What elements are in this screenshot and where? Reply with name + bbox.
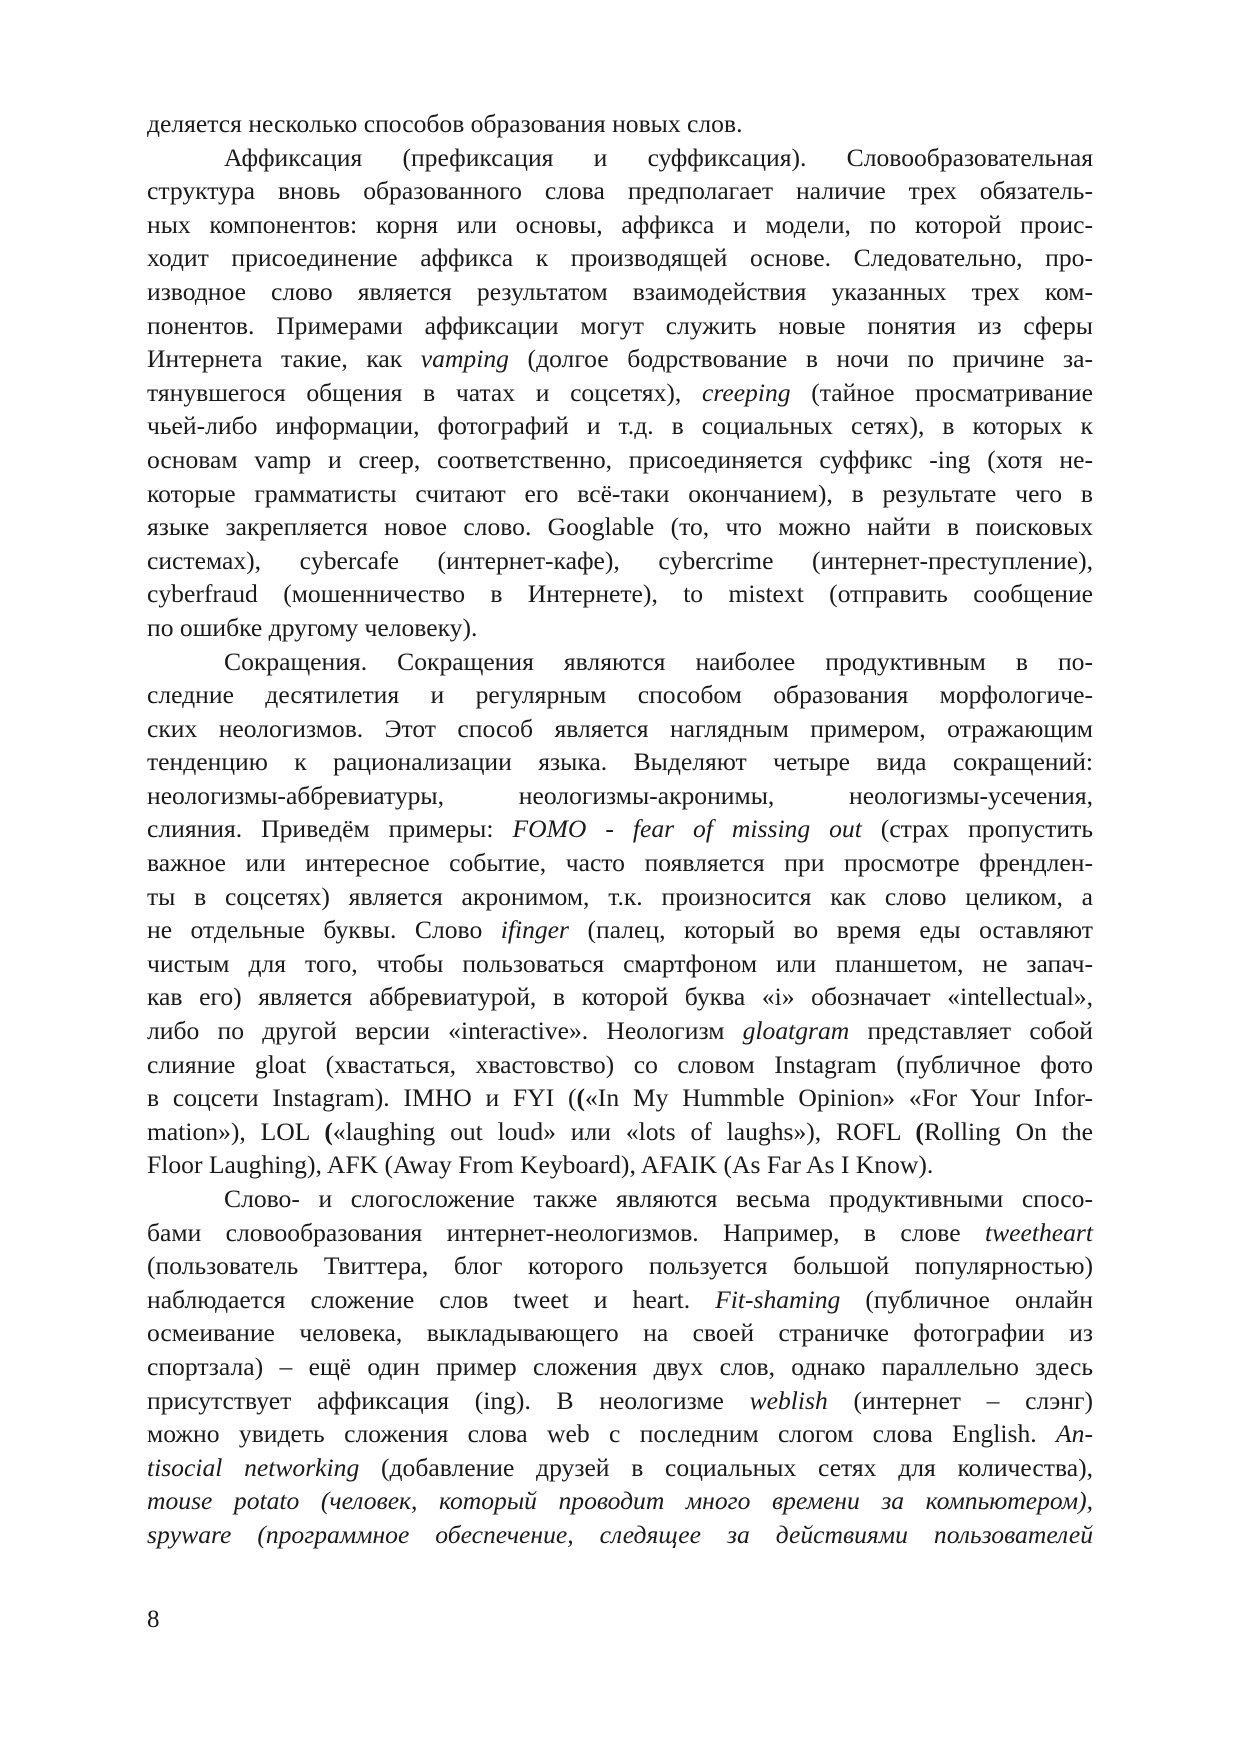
text-line	[147, 107, 1093, 141]
text-line	[147, 812, 1093, 846]
text-segment: Аффиксация (префиксация и суффиксация). Словообразовательная	[224, 142, 1093, 172]
text-segment: mation»), LOL	[147, 1116, 325, 1146]
text-line	[147, 208, 1093, 242]
text-line	[147, 745, 1093, 779]
text-line	[147, 1451, 1093, 1485]
text-line	[147, 1350, 1093, 1384]
text-segment: Floor Laughing), AFK (Away From Keyboard), AFAIK (As Far As I Know).	[147, 1150, 934, 1180]
text-segment: по ошибке другому человеку).	[147, 612, 478, 642]
text-segment: кав его) является аббревиатурой, в которой буква «i» обозначает «intellectual»,	[147, 982, 1093, 1012]
text-line	[147, 846, 1093, 880]
text-line	[147, 174, 1093, 208]
italic-term: Fit-shaming	[715, 1284, 841, 1314]
text-segment: осмеивание человека, выкладывающего на своей страничке фотографии из	[147, 1318, 1093, 1348]
text-segment: Сокращения. Сокращения являются наиболее продуктивным в по-	[224, 646, 1093, 676]
text-segment: бами словообразования интернет-неологизмов. Например, в слове	[147, 1217, 985, 1247]
text-line	[147, 577, 1093, 611]
text-line	[147, 1014, 1093, 1048]
text-segment: структура вновь образованного слова предполагает наличие трех обязатель-	[147, 176, 1093, 206]
text-segment: «In My Hummble Opinion» «For Your Infor-	[585, 1083, 1093, 1113]
text-segment: «laughing out loud» или «lots of laughs»), ROFL	[332, 1116, 916, 1146]
italic-term: spyware (программное обеспечение, следящее за действиями пользователей	[147, 1519, 1093, 1549]
text-segment: которые грамматисты считают его всё-таки окончанием), в результате чего в	[147, 478, 1093, 508]
text-segment: неологизмы-аббревиатуры, неологизмы-акронимы, неологизмы-усечения,	[147, 780, 1093, 810]
text-line	[147, 510, 1093, 544]
text-segment: Интернета такие, как	[147, 344, 421, 374]
italic-term: An-	[1056, 1419, 1093, 1449]
italic-term: creeping	[701, 377, 791, 407]
text-line	[147, 1384, 1093, 1418]
text-segment: Rolling On the	[923, 1116, 1094, 1146]
italic-term: tweetheart	[984, 1217, 1093, 1247]
text-line	[147, 544, 1093, 578]
text-segment: слияния. Приведём примеры:	[147, 814, 513, 844]
text-segment: (пользователь Твиттера, блог которого пользуется большой популярностью)	[147, 1251, 1093, 1281]
text-segment: (интернет – слэнг)	[827, 1385, 1093, 1415]
text-line	[147, 947, 1093, 981]
text-line	[147, 141, 1093, 175]
italic-term: weblish	[749, 1385, 828, 1415]
text-segment: (	[576, 1083, 585, 1113]
text-line	[147, 880, 1093, 914]
text-segment: либо по другой версии «interactive». Неологизм	[147, 1016, 743, 1046]
italic-term: tisocial networking	[147, 1452, 360, 1482]
text-segment: понентов. Примерами аффиксации могут служить новые понятия из сферы	[147, 310, 1093, 340]
text-line	[147, 980, 1093, 1014]
text-line	[147, 477, 1093, 511]
text-segment: можно увидеть сложения слова web с последним слогом слова English.	[147, 1419, 1057, 1449]
text-line	[147, 1417, 1093, 1451]
text-segment: (	[915, 1116, 924, 1146]
text-segment: спортзала) – ещё один пример сложения двух слов, однако параллельно здесь	[147, 1351, 1093, 1381]
text-segment: ходит присоединение аффикса к производящей основе. Следовательно, про-	[147, 243, 1093, 273]
text-segment: (долгое бодрствование в ночи по причине за-	[508, 344, 1093, 374]
text-segment: в соцсети Instagram). IMHO и FYI (	[147, 1083, 577, 1113]
italic-term: vamping	[420, 344, 509, 374]
text-line	[147, 779, 1093, 813]
text-line	[147, 1148, 1093, 1182]
text-segment: чистым для того, чтобы пользоваться смартфоном или планшетом, не запач-	[147, 948, 1093, 978]
text-segment: присутствует аффиксация (ing). В неологизме	[147, 1385, 750, 1415]
page-number: 8	[147, 1606, 160, 1633]
text-segment: ты в соцсетях) является акронимом, т.к. произносится как слово целиком, а	[147, 881, 1093, 911]
text-line	[147, 342, 1093, 376]
text-line	[147, 409, 1093, 443]
body-text	[147, 107, 1093, 1552]
text-segment: системах), cybercafe (интернет-кафе), cybercrime (интернет-преступление),	[147, 545, 1093, 575]
italic-term: ifinger	[500, 915, 569, 945]
text-line	[147, 645, 1093, 679]
text-segment: чьей-либо информации, фотографий и т.д. в социальных сетях), в которых к	[147, 411, 1093, 441]
text-line	[147, 376, 1093, 410]
text-segment: языке закрепляется новое слово. Googlable (то, что можно найти в поисковых	[147, 512, 1093, 542]
text-line	[147, 1249, 1093, 1283]
text-line	[147, 1048, 1093, 1082]
text-segment: представляет собой	[849, 1016, 1093, 1046]
text-line	[147, 1182, 1093, 1216]
text-line	[147, 443, 1093, 477]
text-line	[147, 1518, 1093, 1552]
text-line	[147, 913, 1093, 947]
text-segment: слияние gloat (хвастаться, хвастовство) со словом Instagram (публичное фото	[147, 1049, 1093, 1079]
text-segment: (страх пропустить	[861, 814, 1093, 844]
italic-term: gloatgram	[742, 1016, 850, 1046]
text-segment: основам vamp и creep, соответственно, присоединяется суффикс -ing (хотя не-	[147, 444, 1093, 474]
text-line	[147, 678, 1093, 712]
text-segment: ных компонентов: корня или основы, аффикса и модели, по которой проис-	[147, 209, 1093, 239]
text-line	[147, 712, 1093, 746]
text-line	[147, 241, 1093, 275]
text-segment: не отдельные буквы. Слово	[147, 915, 501, 945]
text-segment: (палец, который во время еды оставляют	[568, 915, 1093, 945]
text-line	[147, 1216, 1093, 1250]
text-line	[147, 611, 1093, 645]
text-line	[147, 1283, 1093, 1317]
text-segment: ских неологизмов. Этот способ является наглядным примером, отражающим	[147, 713, 1093, 743]
italic-term: FOMO - fear of missing out	[512, 814, 862, 844]
text-line	[147, 1484, 1093, 1518]
text-segment: следние десятилетия и регулярным способом образования морфологиче-	[147, 680, 1093, 710]
text-line	[147, 1115, 1093, 1149]
text-segment: изводное слово является результатом взаимодействия указанных трех ком-	[147, 276, 1093, 306]
text-segment: деляется несколько способов образования новых слов.	[147, 109, 743, 138]
text-line	[147, 1081, 1093, 1115]
text-line	[147, 1316, 1093, 1350]
text-segment: важное или интересное событие, часто появляется при просмотре френдлен-	[147, 848, 1093, 878]
text-line	[147, 309, 1093, 343]
text-segment: (тайное просматривание	[790, 377, 1093, 407]
text-segment: Слово- и слогосложение также являются весьма продуктивными спосо-	[224, 1184, 1093, 1213]
text-segment: тенденцию к рационализации языка. Выделяют четыре вида сокращений:	[147, 747, 1093, 777]
italic-term: mouse potato (человек, который проводит много времени за компьютером),	[147, 1486, 1093, 1516]
text-segment: cyberfraud (мошенничество в Интернете), to mistext (отправить сообщение	[147, 579, 1093, 609]
text-segment: тянувшегося общения в чатах и соцсетях),	[147, 377, 702, 407]
text-segment: (публичное онлайн	[840, 1284, 1093, 1314]
text-segment: (	[324, 1116, 333, 1146]
text-line	[147, 275, 1093, 309]
text-segment: наблюдается сложение слов tweet и heart.	[147, 1284, 716, 1314]
text-segment: (добавление друзей в социальных сетях для количества),	[359, 1452, 1093, 1482]
